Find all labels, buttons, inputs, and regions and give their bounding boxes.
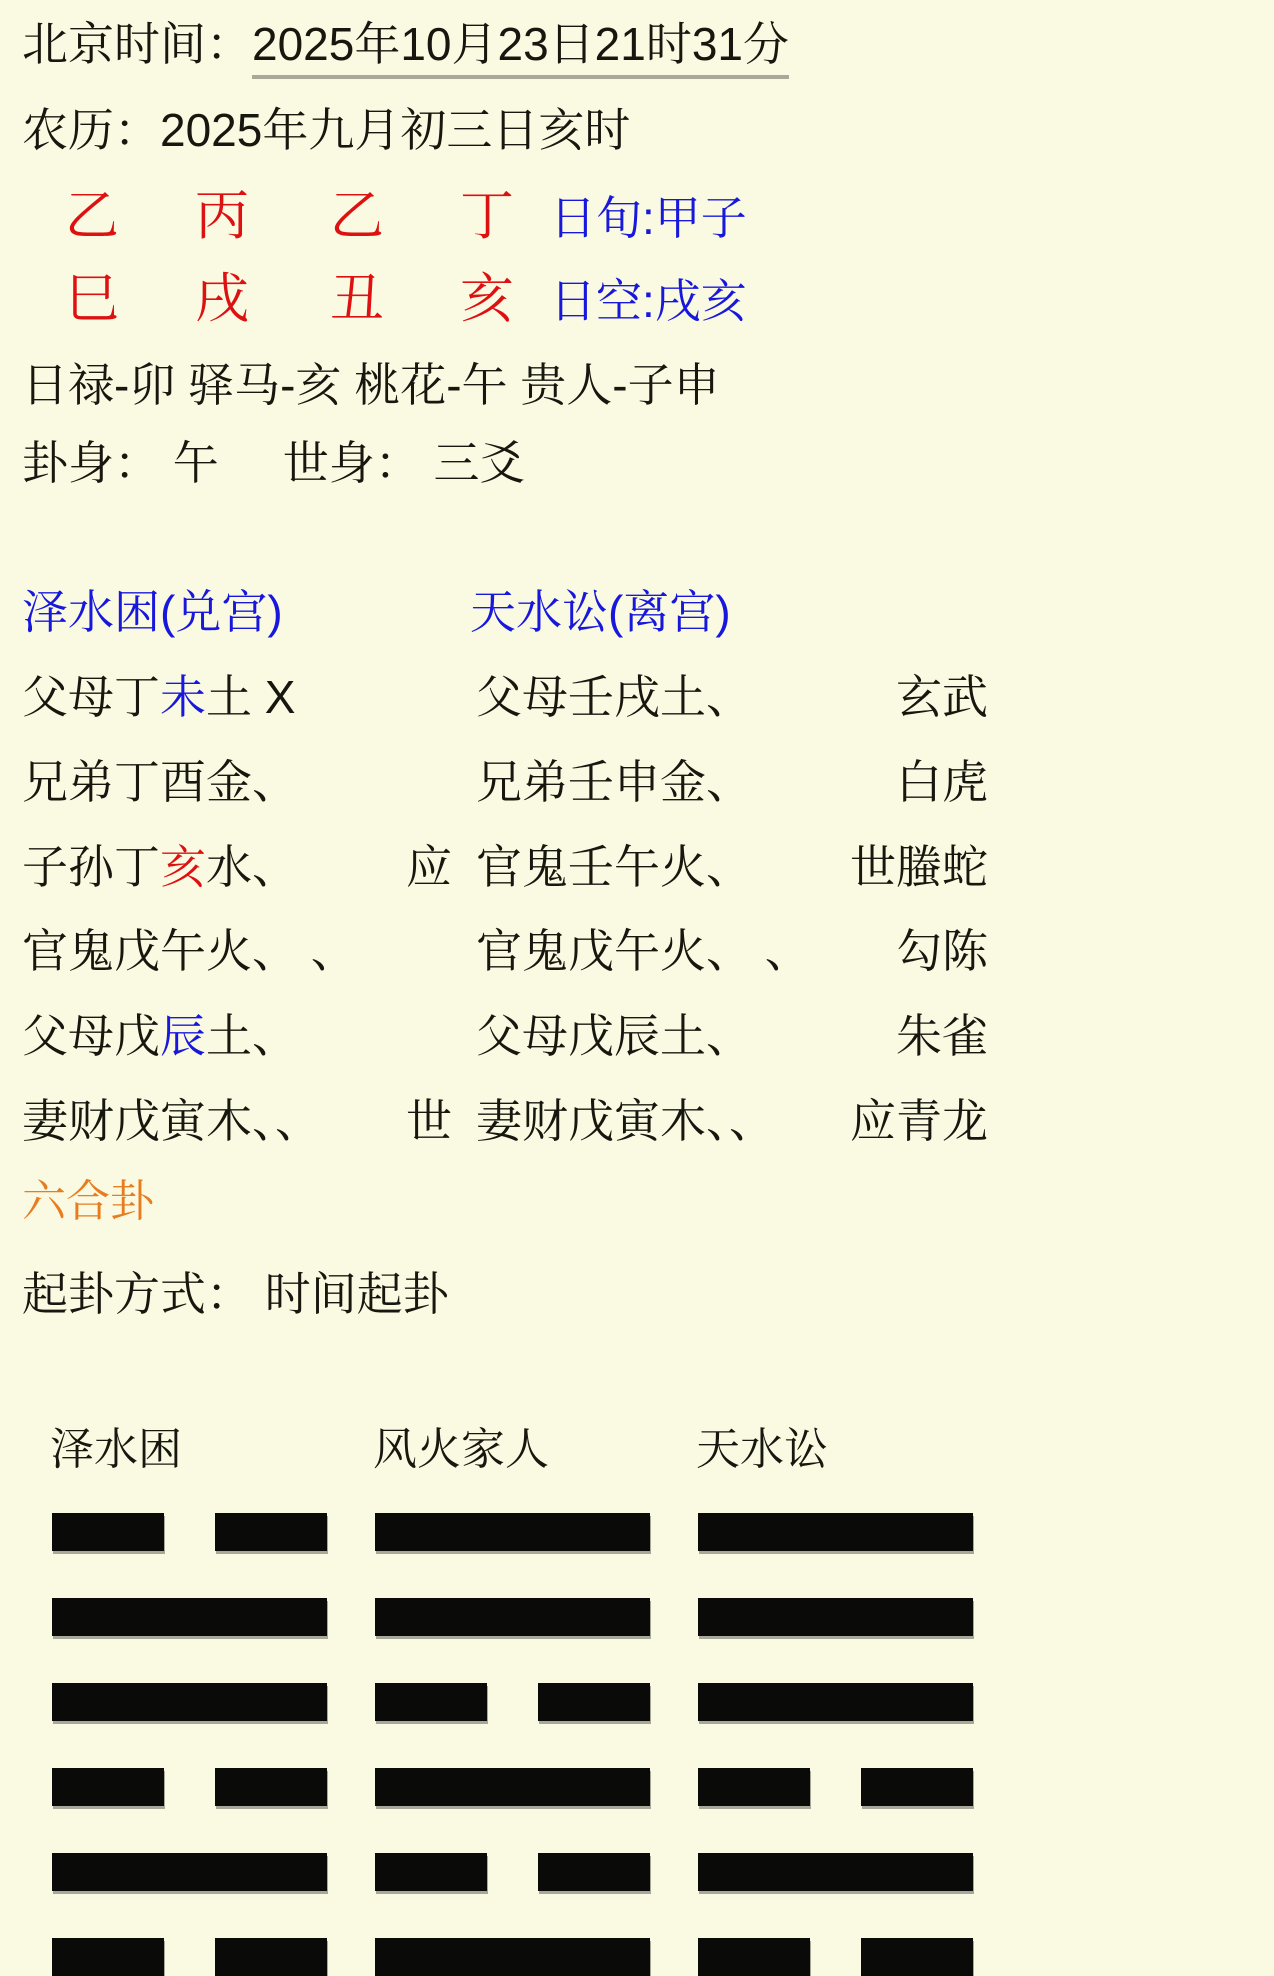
six-god-label: 勾陈: [896, 925, 988, 978]
bottom-hexagram-names: [22, 1427, 1274, 1474]
hour-stem: 丁: [460, 185, 514, 246]
right-line-mark: 、: [706, 1010, 752, 1063]
left-role-marker: 世: [406, 1094, 452, 1147]
right-branch: 午: [614, 840, 660, 893]
yao-right-text: 兄弟壬申金、: [476, 755, 752, 808]
hexagram-line: [698, 1853, 973, 1891]
hexagram-line: [52, 1513, 327, 1551]
month-branch: 戌: [195, 268, 249, 329]
hexagram-line: [52, 1683, 327, 1721]
left-branch: 午: [160, 925, 206, 978]
left-branch: 酉: [160, 755, 206, 808]
shensha-line: 日禄-卯 驿马-亥 桃花-午 贵人-子申: [22, 358, 720, 411]
left-role-marker: 应: [406, 840, 452, 893]
right-branch: 午: [614, 925, 660, 978]
hexagram-line: [375, 1938, 650, 1976]
hexagram-line: [698, 1938, 973, 1976]
hexagram-line: [375, 1513, 650, 1551]
yao-right-text: 官鬼壬午火、: [476, 840, 752, 893]
left-branch: 未: [160, 671, 206, 724]
right-line-mark: 、 、: [706, 925, 811, 978]
hexagram-line: [698, 1683, 973, 1721]
hexagram-line: [375, 1768, 650, 1806]
beijing-time-label: 北京时间：: [22, 18, 252, 70]
yao-row: [22, 927, 1274, 976]
six-god-label: 青龙: [896, 1094, 988, 1147]
hexagram-line: [698, 1513, 973, 1551]
hexagram-line: [52, 1768, 327, 1806]
hexagram-line: [52, 1938, 327, 1976]
hexagram-figures: [52, 1513, 1274, 1976]
hexagram-line: [698, 1768, 973, 1806]
yao-row: [22, 1094, 1274, 1147]
left-line-mark: 、、: [252, 1094, 321, 1147]
right-role-marker: 世: [850, 840, 896, 893]
hexagram-line: [375, 1598, 650, 1636]
hexagram-figure-changed: [698, 1513, 973, 1976]
hexagram-line: [52, 1598, 327, 1636]
four-pillars-stems-row: [22, 185, 1274, 246]
hexagram-name-original: 泽水困: [50, 1425, 182, 1475]
gua-shen: 卦身： 午: [22, 436, 219, 489]
hexagram-line: [375, 1683, 650, 1721]
hexagram-line: [52, 1853, 327, 1891]
yao-right-text: 父母戊辰土、: [476, 1010, 752, 1063]
yao-left-text: 官鬼戊午火、 、: [22, 925, 357, 978]
yao-row: [22, 1012, 1274, 1061]
day-stem: 乙: [330, 185, 384, 246]
guashen-row: [22, 436, 1274, 489]
left-line-mark: 、: [252, 755, 298, 808]
six-god-label: 白虎: [896, 755, 988, 808]
left-line-mark: 、: [252, 840, 298, 893]
day-xun-label: 日旬:甲子: [550, 191, 747, 244]
left-line-mark: X: [252, 671, 296, 724]
lunar-date: 农历：2025年九月初三日亥时: [22, 103, 631, 156]
changed-hexagram-title: 天水讼(离宫): [470, 586, 731, 639]
right-branch: 辰: [614, 1010, 660, 1063]
yao-right-text: 官鬼戊午火、 、: [476, 925, 811, 978]
yao-row: [22, 673, 1274, 722]
right-line-mark: 、: [706, 755, 752, 808]
left-branch: 辰: [160, 1010, 206, 1063]
yao-left-text: 父母丁未土 X: [22, 671, 296, 724]
six-god-label: 螣蛇: [896, 840, 988, 893]
left-line-mark: 、 、: [252, 925, 357, 978]
hexagram-line: [375, 1853, 650, 1891]
right-role-marker: 应: [850, 1094, 896, 1147]
six-god-label: 朱雀: [896, 1010, 988, 1063]
hexagram-figure-original: [52, 1513, 327, 1976]
day-branch: 丑: [330, 268, 384, 329]
right-branch: 戌: [614, 671, 660, 724]
six-god-label: 玄武: [896, 671, 988, 724]
right-line-mark: 、、: [706, 1094, 775, 1147]
yao-right-text: 妻财戊寅木、、: [476, 1094, 775, 1147]
hexagram-figure-mutual: [375, 1513, 650, 1976]
right-branch: 申: [614, 755, 660, 808]
yao-right-text: 父母壬戌土、: [476, 671, 752, 724]
month-stem: 丙: [195, 185, 249, 246]
liuhe-badge: 六合卦: [22, 1176, 154, 1226]
hexagram-name-mutual: 风火家人: [373, 1425, 549, 1475]
shi-shen: 世身： 三爻: [282, 436, 526, 489]
hexagram-line: [698, 1598, 973, 1636]
right-branch: 寅: [614, 1094, 660, 1147]
day-kong-label: 日空:戌亥: [550, 274, 747, 327]
year-stem: 乙: [65, 185, 119, 246]
yao-row: [22, 840, 1274, 893]
qigua-method: 起卦方式： 时间起卦: [22, 1268, 449, 1321]
hour-branch: 亥: [460, 268, 514, 329]
yao-left-text: 子孙丁亥水、: [22, 840, 298, 893]
yao-left-text: 父母戊辰土、: [22, 1010, 298, 1063]
right-line-mark: 、: [706, 671, 752, 724]
beijing-time-row: [22, 20, 1274, 69]
left-branch: 寅: [160, 1094, 206, 1147]
year-branch: 巳: [65, 268, 119, 329]
main-hexagram-title: 泽水困(兑宫): [22, 586, 283, 639]
yao-left-text: 兄弟丁酉金、: [22, 755, 298, 808]
hexagram-name-changed: 天水讼: [696, 1425, 828, 1475]
beijing-time-value[interactable]: 2025年10月23日21时31分: [252, 18, 789, 79]
yao-row: [22, 755, 1274, 808]
left-line-mark: 、: [252, 1010, 298, 1063]
hexagram-titles-row: [22, 588, 1274, 637]
four-pillars-branches-row: [22, 268, 1274, 329]
right-line-mark: 、: [706, 840, 752, 893]
left-branch: 亥: [160, 840, 206, 893]
yao-left-text: 妻财戊寅木、、: [22, 1094, 321, 1147]
